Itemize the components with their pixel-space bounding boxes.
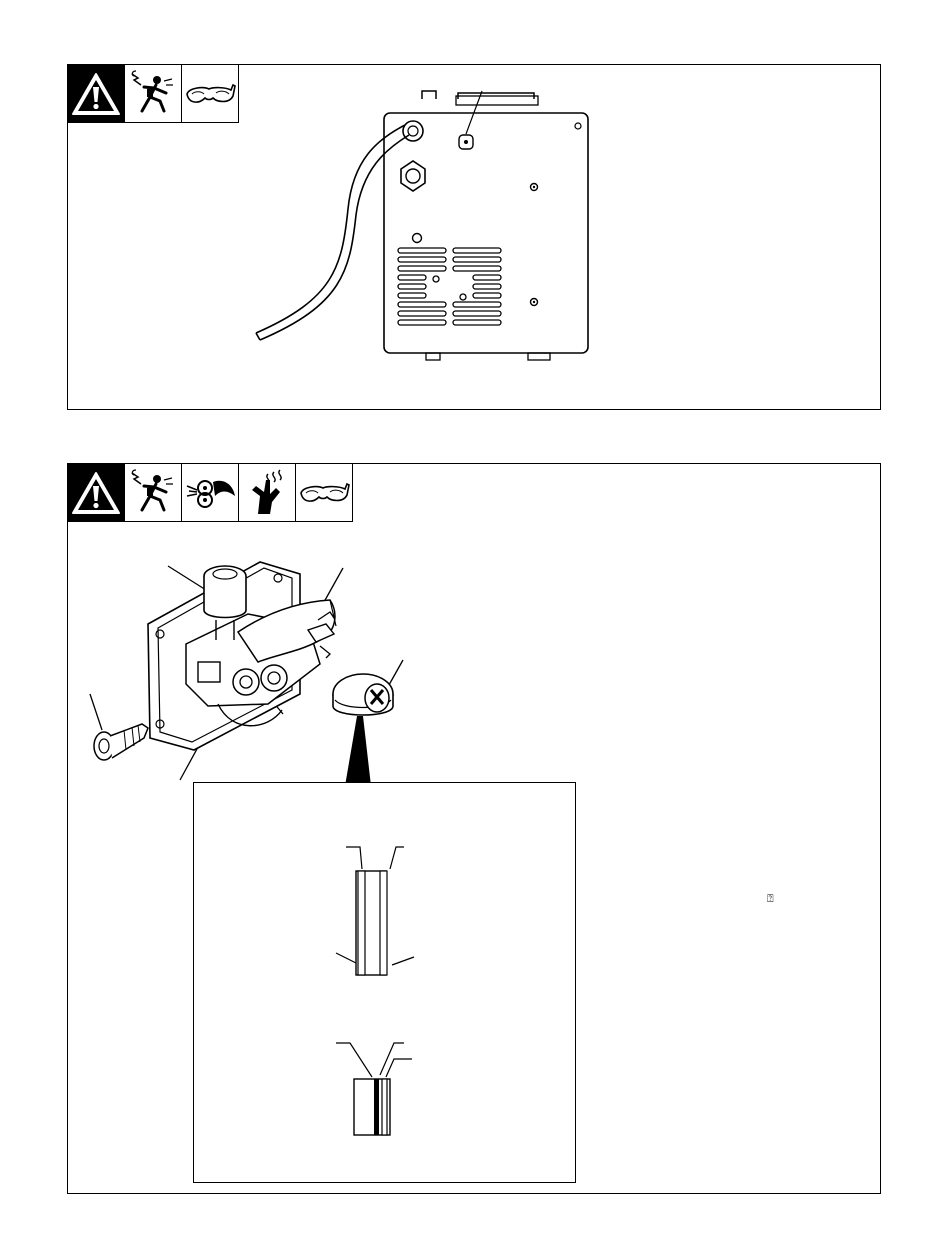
- safety-glasses-icon: [182, 65, 239, 123]
- top-figure-panel: [67, 64, 881, 410]
- bottom-figure-panel: [67, 463, 881, 1194]
- welder-side-view-diagram: [238, 89, 618, 369]
- electric-shock-icon: [125, 464, 182, 522]
- drive-roll-detail: [323, 654, 423, 794]
- u-groove-section: [324, 1037, 434, 1147]
- safety-glasses-icon: [296, 464, 353, 522]
- moving-parts-icon: [182, 464, 239, 522]
- warning-triangle-icon: [68, 464, 125, 522]
- drive-roll-groove-inset: [193, 782, 576, 1183]
- hot-parts-icon: [239, 464, 296, 522]
- electric-shock-icon: [125, 65, 182, 123]
- warning-triangle-icon: [68, 65, 125, 123]
- v-groove-section: [334, 841, 434, 981]
- top-warning-strip: [68, 65, 239, 125]
- inline-symbol: ⍰: [767, 892, 774, 905]
- bottom-warning-strip: [68, 464, 353, 524]
